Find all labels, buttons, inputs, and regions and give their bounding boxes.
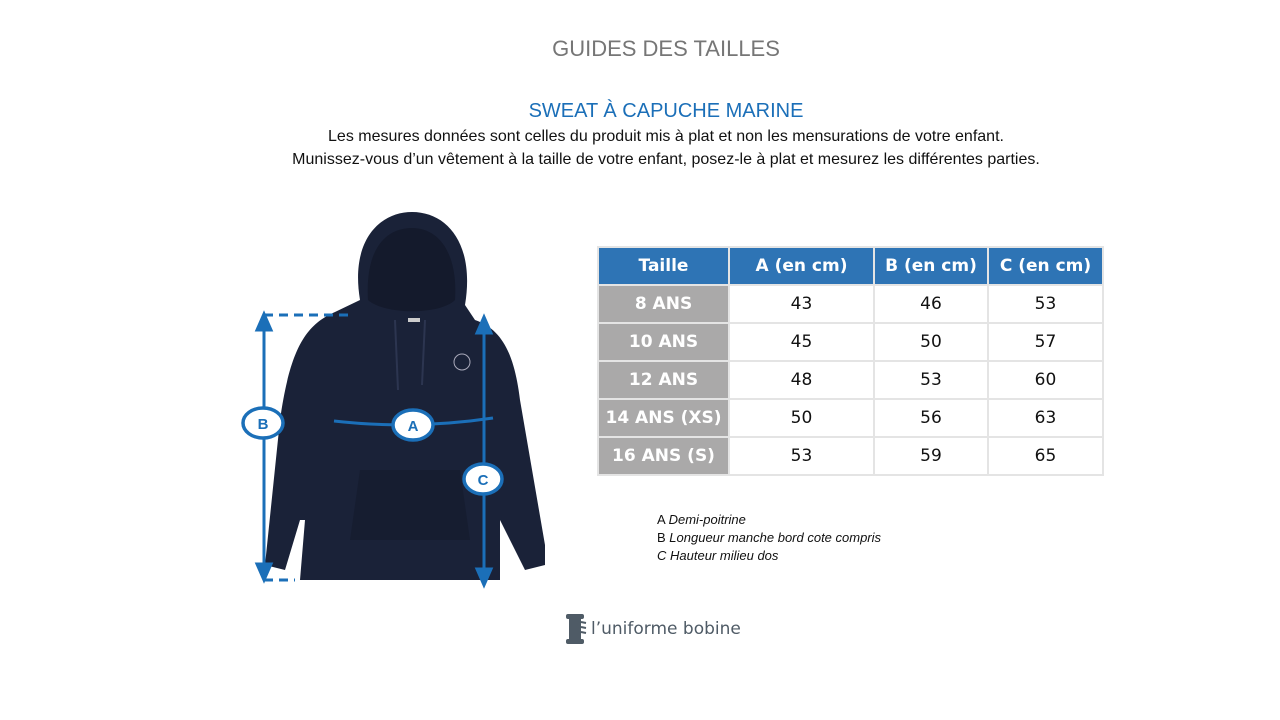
product-name: SWEAT À CAPUCHE MARINE [528, 100, 804, 122]
measurement-cell: 56 [874, 399, 988, 437]
table-row [598, 323, 1103, 361]
measurement-cell: 53 [988, 285, 1103, 323]
size-cell: 16 ANS (S) [598, 437, 729, 475]
measurement-cell: 60 [988, 361, 1103, 399]
legend-item-a: A Demi-poitrine [657, 512, 746, 527]
measurement-cell: 59 [874, 437, 988, 475]
measurement-cell: 46 [874, 285, 988, 323]
header-taille: Taille [598, 247, 729, 285]
legend-item-b: B Longueur manche bord cote compris [657, 530, 882, 545]
table-row [598, 361, 1103, 399]
size-cell: 10 ANS [598, 323, 729, 361]
measurement-cell: 57 [988, 323, 1103, 361]
description-line-2: Munissez-vous d’un vêtement à la taille de votre enfant, posez-le à plat et mesurez les différentes parties. [292, 151, 1040, 168]
brand-name: l’uniforme bobine [591, 619, 741, 639]
table-row [598, 399, 1103, 437]
description-line-1: Les mesures données sont celles du produit mis à plat et non les mensurations de votre enfant. [328, 128, 1004, 145]
spool-icon [565, 613, 587, 645]
hoodie-measurement-diagram [230, 205, 570, 595]
measurement-cell: 50 [729, 399, 874, 437]
measurement-cell: 53 [874, 361, 988, 399]
size-cell: 8 ANS [598, 285, 729, 323]
size-cell: 14 ANS (XS) [598, 399, 729, 437]
hoodie-illustration [265, 212, 545, 580]
measurement-legend [657, 511, 881, 565]
header-c: C (en cm) [988, 247, 1103, 285]
table-row [598, 437, 1103, 475]
measurement-cell: 48 [729, 361, 874, 399]
measurement-cell: 50 [874, 323, 988, 361]
table-row [598, 285, 1103, 323]
label-b: B [257, 416, 269, 433]
measurement-cell: 53 [729, 437, 874, 475]
measurement-cell: 63 [988, 399, 1103, 437]
label-c-badge [464, 464, 502, 494]
size-table [597, 246, 1104, 476]
label-c: C [477, 472, 489, 489]
measurement-cell: 65 [988, 437, 1103, 475]
measurement-cell: 43 [729, 285, 874, 323]
table-header-row [598, 247, 1103, 285]
legend-item-c: C Hauteur milieu dos [657, 548, 779, 563]
label-b-badge [243, 408, 283, 438]
size-cell: 12 ANS [598, 361, 729, 399]
header-b: B (en cm) [874, 247, 988, 285]
page-title: GUIDES DES TAILLES [552, 36, 780, 61]
header-a: A (en cm) [729, 247, 874, 285]
measurement-cell: 45 [729, 323, 874, 361]
label-a: A [407, 418, 419, 435]
brand-logo [565, 613, 741, 645]
label-a-badge [393, 410, 433, 440]
